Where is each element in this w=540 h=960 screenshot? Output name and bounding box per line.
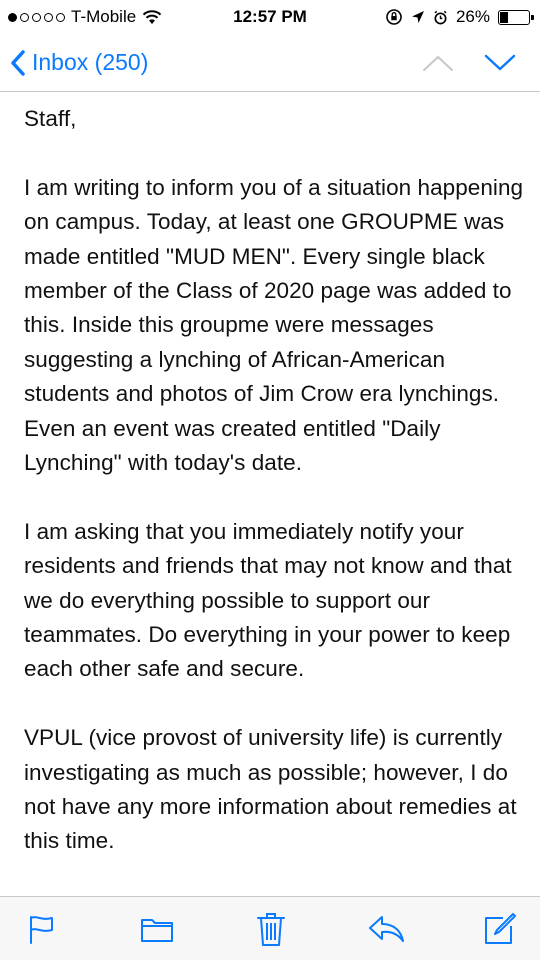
chevron-up-icon: [422, 54, 454, 72]
move-to-folder-button[interactable]: [137, 909, 177, 949]
email-greeting: Staff,: [24, 106, 77, 131]
next-message-button[interactable]: [482, 48, 518, 78]
trash-icon: [256, 911, 286, 947]
email-paragraph: I am writing to inform you of a situation happening on campus. Today, at least one GROUPME was made entitled "MUD MEN". Every single black member of the Class of 2020 page was added to this. Inside this groupme were messages suggesting a lynching of African-American students and photos of Jim Crow era lynchings. Even an event was created entitled "Daily Lynching" with today's date.: [24, 174, 524, 476]
battery-icon: [498, 10, 530, 25]
battery-percentage: 26%: [455, 7, 490, 26]
email-paragraph: VPUL (vice provost of university life) is currently investigating as much as possible; however, I do not have any more information about remedies at this time.: [24, 725, 517, 854]
reply-icon: [367, 914, 405, 944]
delete-button[interactable]: [251, 909, 291, 949]
bottom-toolbar: [0, 896, 540, 960]
folder-icon: [140, 915, 174, 943]
carrier-group: [8, 7, 162, 27]
email-body: [24, 102, 524, 892]
navigation-bar: [0, 34, 540, 92]
flag-icon: [28, 913, 56, 945]
location-arrow-icon: [411, 10, 425, 24]
chevron-left-icon: [10, 49, 26, 77]
reply-button[interactable]: [366, 909, 406, 949]
status-indicators: [385, 7, 530, 27]
clock: 12:57 PM: [233, 7, 307, 26]
flag-button[interactable]: [22, 909, 62, 949]
previous-message-button[interactable]: [420, 48, 456, 78]
email-paragraph: I am asking that you immediately notify your residents and friends that may not know and that we do everything possible to support our teammates. Do everything in your power to keep each other safe and secure.: [24, 518, 512, 682]
wifi-icon: [142, 9, 162, 25]
compose-icon: [483, 912, 517, 946]
compose-button[interactable]: [480, 909, 520, 949]
carrier-name: T-Mobile: [71, 7, 137, 26]
status-bar: [0, 0, 540, 34]
alarm-icon: [433, 10, 448, 25]
chevron-down-icon: [484, 54, 516, 72]
rotation-lock-icon: [385, 8, 403, 26]
back-button-label: Inbox (250): [32, 49, 149, 75]
back-to-inbox-button[interactable]: [0, 49, 148, 77]
signal-strength-icon: [8, 13, 65, 22]
